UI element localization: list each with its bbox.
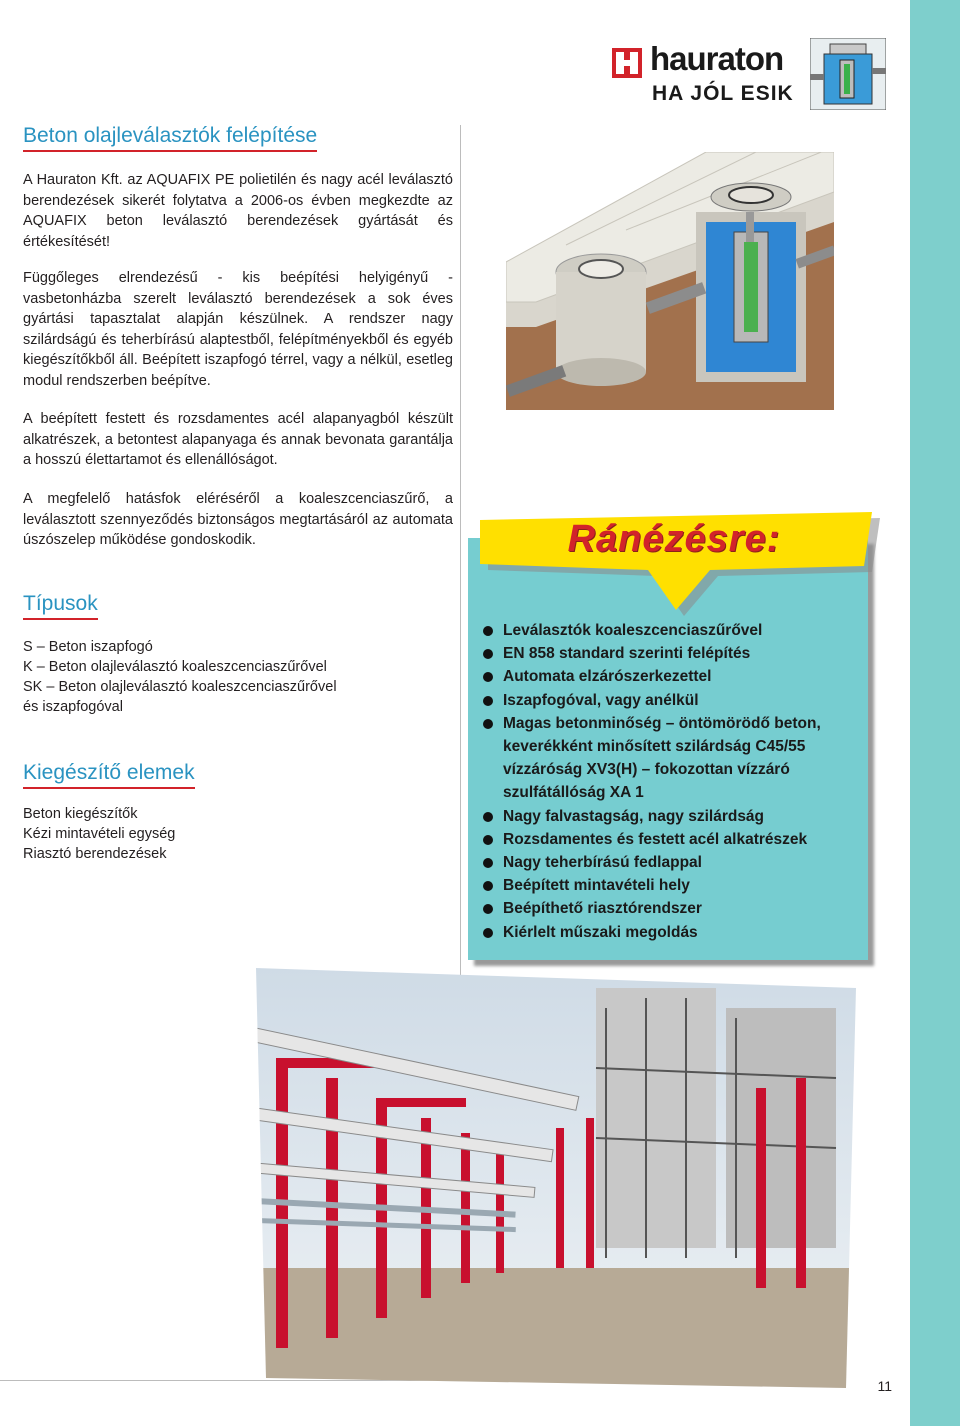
list-item: EN 858 standard szerinti felépítés xyxy=(483,642,843,665)
list-item: Magas betonminőség – öntömörödő beton, keverékként minősített szilárdság C45/55 vízzáróság XV3(H) – fokozottan vízzáró szulfátállóság XA 1 xyxy=(483,712,843,805)
brand-name: hauraton xyxy=(650,40,784,77)
paragraph-function: A megfelelő hatásfok eléréséről a koaleszcenciaszűrő, a leválasztott szennyeződés biztonságos megtartásáról az automata úszószelep működése gondoskodik. xyxy=(23,491,453,548)
bullet-icon xyxy=(483,649,493,659)
list-item: K – Beton olajleválasztó koaleszcenciaszűrővel xyxy=(23,659,327,675)
list-item: SK – Beton olajleválasztó koaleszcenciaszűrővel xyxy=(23,679,337,695)
list-item: Beton kiegészítők xyxy=(23,806,138,822)
section-title-accessories: Kiegészítő elemek xyxy=(23,760,195,789)
bullet-icon xyxy=(483,812,493,822)
features-list xyxy=(483,619,843,944)
industrial-plant-photo xyxy=(256,968,856,1388)
list-item: Beépíthető riasztórendszer xyxy=(483,897,843,920)
paragraph-intro: A Hauraton Kft. az AQUAFIX PE polietilén és nagy acél leválasztó berendezések sikerét folytatva a 2006-os évben megkezdte az AQUAFIX beton leválasztó berendezések gyártását és értékesítését! xyxy=(23,172,453,250)
list-item: és iszapfogóval xyxy=(23,699,123,715)
accessories-list xyxy=(23,804,443,864)
bullet-icon xyxy=(483,928,493,938)
bullet-icon xyxy=(483,696,493,706)
list-item: Automata elzárószerkezettel xyxy=(483,665,843,688)
list-item: Rozsdamentes és festett acél alkatrészek xyxy=(483,828,843,851)
paragraph-construction: Függőleges elrendezésű - kis beépítési helyigényű - vasbetonházba szerelt leválasztó berendezések a sok éves gyártási tapasztalat alapján készülnek. A rendszer nagy szilárdságú és teherbírású alaptestből, felépítményekből és egyéb kiegészítőkből áll. Beépített iszapfogó térrel, vagy a nélkül, esetleg modul rendszerben beépítve. xyxy=(23,270,453,389)
section-title-types: Típusok xyxy=(23,591,98,620)
hauraton-logo-mark xyxy=(612,48,642,78)
list-item: Riasztó berendezések xyxy=(23,846,167,862)
list-item: S – Beton iszapfogó xyxy=(23,639,153,655)
bullet-icon xyxy=(483,719,493,729)
bullet-icon xyxy=(483,858,493,868)
types-list xyxy=(23,637,443,717)
page-number: 11 xyxy=(877,1378,892,1394)
list-item: Kézi mintavételi egység xyxy=(23,826,176,842)
list-item: Nagy teherbírású fedlappal xyxy=(483,851,843,874)
bullet-icon xyxy=(483,672,493,682)
bullet-icon xyxy=(483,835,493,845)
side-accent-stripe xyxy=(910,0,960,1426)
at-a-glance-heading: Ránézésre: xyxy=(567,518,781,560)
section-title-structure: Beton olajleválasztók felépítése xyxy=(23,123,317,152)
list-item: Leválasztók koaleszcenciaszűrővel xyxy=(483,619,843,642)
paragraph-materials: A beépített festett és rozsdamentes acél alapanyagból készült alkatrészek, a betontest alapanyaga és annak bevonata garantálja a hosszú élettartamot és ellenállóságot. xyxy=(23,411,453,468)
list-item: Iszapfogóval, vagy anélkül xyxy=(483,689,843,712)
separator-thumbnail-image xyxy=(810,38,886,110)
bullet-icon xyxy=(483,881,493,891)
list-item: Nagy falvastagság, nagy szilárdság xyxy=(483,805,843,828)
brand-slogan: HA JÓL ESIK xyxy=(652,82,794,105)
list-item: Kiérlelt műszaki megoldás xyxy=(483,921,843,944)
hauraton-logo xyxy=(612,40,892,114)
bullet-icon xyxy=(483,904,493,914)
bullet-icon xyxy=(483,626,493,636)
list-item: Beépített mintavételi hely xyxy=(483,874,843,897)
separator-cutaway-illustration xyxy=(506,152,834,410)
